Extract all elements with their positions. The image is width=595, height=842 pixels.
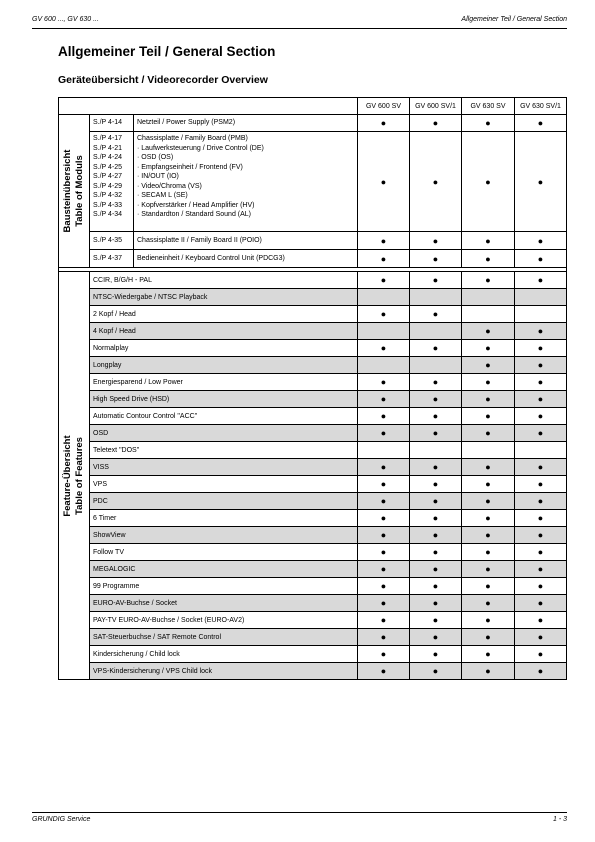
availability-mark: ● <box>515 391 567 408</box>
availability-mark: ● <box>462 250 515 268</box>
availability-mark: ● <box>515 323 567 340</box>
module-description-line: Bedieneinheit / Keyboard Control Unit (PDCG3) <box>137 254 285 262</box>
availability-mark: ● <box>515 578 567 595</box>
availability-mark: ● <box>358 232 410 250</box>
module-page-refs <box>90 232 134 250</box>
availability-mark <box>515 289 567 306</box>
availability-mark: ● <box>358 459 410 476</box>
feature-label: ShowView <box>90 527 358 544</box>
availability-mark: ● <box>358 272 410 289</box>
availability-mark <box>462 289 515 306</box>
feature-label: Kindersicherung / Child lock <box>90 646 358 663</box>
availability-mark: ● <box>358 527 410 544</box>
feature-row <box>59 340 567 357</box>
availability-mark <box>462 442 515 459</box>
availability-mark: ● <box>410 340 462 357</box>
feature-row <box>59 544 567 561</box>
feature-row <box>59 578 567 595</box>
feature-label: VPS-Kindersicherung / VPS Child lock <box>90 663 358 680</box>
feature-label: NTSC-Wiedergabe / NTSC Playback <box>90 289 358 306</box>
availability-mark: ● <box>410 612 462 629</box>
features-side-line1: Feature-Übersicht <box>62 434 73 517</box>
module-page-ref: S./P 4-37 <box>93 254 123 262</box>
availability-mark: ● <box>358 132 410 232</box>
availability-mark: ● <box>410 232 462 250</box>
feature-row <box>59 425 567 442</box>
availability-mark: ● <box>515 646 567 663</box>
feature-row <box>59 408 567 425</box>
availability-mark <box>358 442 410 459</box>
availability-mark: ● <box>462 510 515 527</box>
availability-mark <box>410 289 462 306</box>
availability-mark: ● <box>515 493 567 510</box>
feature-label: 2 Kopf / Head <box>90 306 358 323</box>
feature-row <box>59 629 567 646</box>
availability-mark: ● <box>515 425 567 442</box>
availability-mark: ● <box>358 250 410 268</box>
feature-label: SAT-Steuerbuchse / SAT Remote Control <box>90 629 358 646</box>
availability-mark: ● <box>515 272 567 289</box>
feature-row <box>59 612 567 629</box>
availability-mark: ● <box>358 115 410 132</box>
availability-mark: ● <box>462 391 515 408</box>
availability-mark: ● <box>515 527 567 544</box>
module-description-line: · Video/Chroma (VS) <box>137 182 202 190</box>
availability-mark: ● <box>462 578 515 595</box>
module-row <box>59 115 567 132</box>
availability-mark: ● <box>462 476 515 493</box>
availability-mark: ● <box>410 510 462 527</box>
availability-mark: ● <box>410 115 462 132</box>
column-header: GV 630 SV <box>462 98 515 115</box>
availability-mark: ● <box>462 425 515 442</box>
column-header: GV 630 SV/1 <box>515 98 567 115</box>
module-description <box>134 115 358 132</box>
feature-row <box>59 391 567 408</box>
availability-mark: ● <box>410 250 462 268</box>
module-description <box>134 132 358 232</box>
feature-label: 99 Programme <box>90 578 358 595</box>
footer-left: GRUNDIG Service <box>32 816 91 823</box>
feature-label: PDC <box>90 493 358 510</box>
availability-mark <box>515 306 567 323</box>
availability-mark: ● <box>358 306 410 323</box>
availability-mark: ● <box>462 232 515 250</box>
module-description-line: · Standardton / Standard Sound (AL) <box>137 211 252 218</box>
feature-row <box>59 289 567 306</box>
availability-mark: ● <box>515 544 567 561</box>
availability-mark: ● <box>462 612 515 629</box>
feature-label: Normalplay <box>90 340 358 357</box>
feature-row <box>59 646 567 663</box>
module-page-ref: S./P 4-33 <box>93 201 123 209</box>
module-page-ref: S./P 4-29 <box>93 182 123 190</box>
module-page-refs <box>90 132 134 232</box>
availability-mark: ● <box>515 250 567 268</box>
module-description-line: · SECAM L (SE) <box>137 192 188 199</box>
module-page-ref: S./P 4-25 <box>93 163 123 171</box>
modules-side-line1: Bausteinübersicht <box>62 149 73 233</box>
availability-mark: ● <box>358 612 410 629</box>
module-row <box>59 132 567 232</box>
modules-side-text <box>62 150 86 233</box>
column-header: GV 600 SV <box>358 98 410 115</box>
availability-mark: ● <box>515 663 567 680</box>
availability-mark: ● <box>410 527 462 544</box>
availability-mark: ● <box>515 232 567 250</box>
page-subtitle: Geräteübersicht / Videorecorder Overview <box>58 74 268 86</box>
availability-mark <box>358 323 410 340</box>
availability-mark: ● <box>462 663 515 680</box>
feature-label: VPS <box>90 476 358 493</box>
module-page-refs <box>90 250 134 268</box>
feature-label: Teletext "DOS" <box>90 442 358 459</box>
availability-mark: ● <box>515 459 567 476</box>
module-description-line: · Empfangseinheit / Frontend (FV) <box>137 163 243 171</box>
availability-mark: ● <box>515 132 567 232</box>
feature-label: OSD <box>90 425 358 442</box>
availability-mark: ● <box>462 527 515 544</box>
availability-mark: ● <box>515 612 567 629</box>
availability-mark: ● <box>515 340 567 357</box>
feature-label: 4 Kopf / Head <box>90 323 358 340</box>
modules-side-line2: Table of Moduls <box>74 155 85 227</box>
feature-row <box>59 323 567 340</box>
availability-mark: ● <box>462 132 515 232</box>
availability-mark: ● <box>462 459 515 476</box>
feature-row <box>59 306 567 323</box>
feature-label: 6 Timer <box>90 510 358 527</box>
module-description-line: Netzteil / Power Supply (PSM2) <box>137 119 236 127</box>
availability-mark: ● <box>462 340 515 357</box>
module-description-line: Chassisplatte II / Family Board II (POIO) <box>137 236 262 244</box>
availability-mark: ● <box>410 595 462 612</box>
availability-mark: ● <box>515 115 567 132</box>
module-row <box>59 250 567 268</box>
availability-mark: ● <box>410 544 462 561</box>
availability-mark: ● <box>515 629 567 646</box>
availability-mark: ● <box>358 629 410 646</box>
feature-label: PAY-TV EURO-AV-Buchse / Socket (EURO-AV2) <box>90 612 358 629</box>
availability-mark: ● <box>462 357 515 374</box>
module-description-line: · Kopfverstärker / Head Amplifier (HV) <box>137 201 255 209</box>
features-side-text <box>62 435 86 516</box>
feature-row <box>59 510 567 527</box>
feature-label: Follow TV <box>90 544 358 561</box>
availability-mark: ● <box>515 357 567 374</box>
availability-mark: ● <box>515 476 567 493</box>
module-description-line: · Laufwerksteuerung / Drive Control (DE) <box>137 144 264 152</box>
availability-mark <box>515 442 567 459</box>
feature-label: MEGALOGIC <box>90 561 358 578</box>
availability-mark: ● <box>410 459 462 476</box>
availability-mark: ● <box>358 425 410 442</box>
availability-mark: ● <box>358 510 410 527</box>
availability-mark: ● <box>358 578 410 595</box>
module-row <box>59 232 567 250</box>
availability-mark: ● <box>410 663 462 680</box>
availability-mark: ● <box>515 374 567 391</box>
availability-mark <box>410 323 462 340</box>
availability-mark: ● <box>462 323 515 340</box>
feature-row <box>59 476 567 493</box>
availability-mark: ● <box>358 391 410 408</box>
features-side-line2: Table of Features <box>74 436 85 515</box>
feature-label: EURO-AV-Buchse / Socket <box>90 595 358 612</box>
page-title: Allgemeiner Teil / General Section <box>58 44 276 59</box>
availability-mark: ● <box>358 561 410 578</box>
module-page-ref: S./P 4-27 <box>93 173 123 180</box>
overview-table <box>58 97 567 680</box>
feature-row <box>59 527 567 544</box>
module-page-ref: S./P 4-32 <box>93 192 123 199</box>
feature-row <box>59 493 567 510</box>
feature-label: Energiesparend / Low Power <box>90 374 358 391</box>
page-footer <box>32 812 567 825</box>
availability-mark: ● <box>515 595 567 612</box>
module-description <box>134 232 358 250</box>
header-left: GV 600 ..., GV 630 ... <box>32 16 99 23</box>
module-description-line: · OSD (OS) <box>137 154 174 161</box>
module-page-refs <box>90 115 134 132</box>
module-page-ref: S./P 4-24 <box>93 154 123 161</box>
availability-mark: ● <box>462 646 515 663</box>
availability-mark: ● <box>410 646 462 663</box>
availability-mark <box>358 289 410 306</box>
module-page-ref: S./P 4-21 <box>93 144 123 152</box>
availability-mark: ● <box>358 340 410 357</box>
features-side-label <box>59 272 90 680</box>
availability-mark: ● <box>410 578 462 595</box>
availability-mark: ● <box>358 646 410 663</box>
page-header <box>32 15 567 29</box>
availability-mark: ● <box>358 374 410 391</box>
feature-row <box>59 561 567 578</box>
availability-mark <box>410 357 462 374</box>
module-page-ref: S./P 4-14 <box>93 119 123 127</box>
availability-mark: ● <box>410 629 462 646</box>
availability-mark: ● <box>462 544 515 561</box>
module-page-ref: S./P 4-17 <box>93 135 123 142</box>
availability-mark: ● <box>410 476 462 493</box>
module-description-line: Chassisplatte / Family Board (PMB) <box>137 135 248 142</box>
feature-row <box>59 663 567 680</box>
header-right: Allgemeiner Teil / General Section <box>461 16 567 23</box>
availability-mark: ● <box>462 629 515 646</box>
feature-label: High Speed Drive (HSD) <box>90 391 358 408</box>
availability-mark: ● <box>410 561 462 578</box>
feature-label: Automatic Contour Control "ACC" <box>90 408 358 425</box>
availability-mark: ● <box>462 408 515 425</box>
availability-mark: ● <box>462 374 515 391</box>
feature-label: CCIR, B/G/H - PAL <box>90 272 358 289</box>
availability-mark: ● <box>410 306 462 323</box>
availability-mark: ● <box>358 493 410 510</box>
availability-mark <box>462 306 515 323</box>
availability-mark: ● <box>410 493 462 510</box>
availability-mark: ● <box>462 272 515 289</box>
availability-mark: ● <box>358 595 410 612</box>
feature-row <box>59 374 567 391</box>
availability-mark: ● <box>358 476 410 493</box>
feature-row <box>59 357 567 374</box>
availability-mark: ● <box>410 408 462 425</box>
availability-mark: ● <box>462 493 515 510</box>
feature-row <box>59 272 567 289</box>
availability-mark: ● <box>410 374 462 391</box>
feature-label: Longplay <box>90 357 358 374</box>
feature-row <box>59 459 567 476</box>
column-header: GV 600 SV/1 <box>410 98 462 115</box>
module-description <box>134 250 358 268</box>
footer-right: 1 - 3 <box>552 816 567 823</box>
module-description-line: · IN/OUT (IO) <box>137 173 179 180</box>
feature-label: VISS <box>90 459 358 476</box>
availability-mark: ● <box>515 408 567 425</box>
module-page-ref: S./P 4-34 <box>93 211 123 218</box>
availability-mark: ● <box>515 510 567 527</box>
availability-mark: ● <box>358 663 410 680</box>
availability-mark: ● <box>358 408 410 425</box>
availability-mark: ● <box>410 425 462 442</box>
availability-mark: ● <box>358 544 410 561</box>
availability-mark: ● <box>410 132 462 232</box>
availability-mark <box>410 442 462 459</box>
feature-row <box>59 442 567 459</box>
modules-side-label <box>59 115 90 268</box>
table-header-row <box>59 98 567 115</box>
availability-mark: ● <box>410 272 462 289</box>
availability-mark: ● <box>462 561 515 578</box>
module-page-ref: S./P 4-35 <box>93 236 123 244</box>
feature-row <box>59 595 567 612</box>
availability-mark: ● <box>410 391 462 408</box>
availability-mark: ● <box>462 115 515 132</box>
availability-mark: ● <box>515 561 567 578</box>
availability-mark: ● <box>462 595 515 612</box>
availability-mark <box>358 357 410 374</box>
